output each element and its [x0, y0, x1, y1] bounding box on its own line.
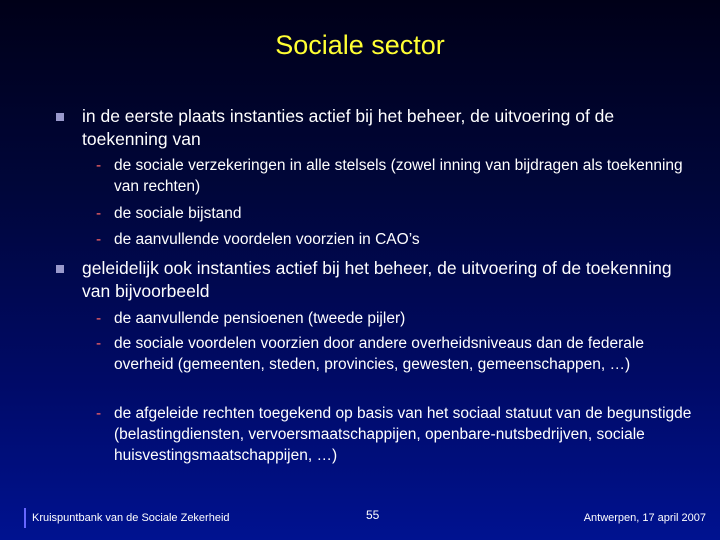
- sub-bullet-text: de aanvullende voordelen voorzien in CAO’s: [114, 231, 420, 248]
- page-number: 55: [366, 508, 380, 522]
- sub-bullet-item: [96, 203, 694, 224]
- sub-bullet-text: de sociale bijstand: [114, 205, 242, 222]
- bullet-text: geleidelijk ook instanties actief bij het beheer, de uitvoering of de toekenning van bijvoorbeeld: [82, 258, 672, 301]
- sub-bullet-item: [96, 155, 694, 197]
- footer-organization: Kruispuntbank van de Sociale Zekerheid: [32, 512, 230, 524]
- sub-bullet-text: de afgeleide rechten toegekend op basis van het sociaal statuut van de begunstigde (belastingdiensten, vervoersmaatschappijen, openbare-nutsbedrijven, sociale huisvestingsmaatschappijen, …): [114, 405, 692, 464]
- sub-bullet-item: [96, 333, 694, 375]
- dash-icon: -: [96, 157, 102, 174]
- sub-bullet-item: [96, 229, 694, 250]
- sub-bullet-text: de aanvullende pensioenen (tweede pijler): [114, 310, 406, 327]
- footer-date: Antwerpen, 17 april 2007: [583, 512, 706, 524]
- slide-title: Sociale sector: [275, 30, 445, 60]
- bullet-item: [82, 257, 702, 303]
- square-bullet-icon: [56, 113, 64, 121]
- dash-icon: -: [96, 231, 102, 248]
- square-bullet-icon: [56, 265, 64, 273]
- sub-bullet-text: de sociale voordelen voorzien door andere overheidsniveaus dan de federale overheid (gemeenten, steden, provincies, gewesten, gemeenschappen, …): [114, 335, 644, 373]
- dash-icon: -: [96, 335, 102, 352]
- bullet-text: in de eerste plaats instanties actief bij het beheer, de uitvoering of de toekenning van: [82, 106, 615, 149]
- sub-bullet-text: de sociale verzekeringen in alle stelsels (zowel inning van bijdragen als toekenning van rechten): [114, 157, 683, 195]
- footer-accent-bar: [24, 508, 26, 528]
- bullet-item: [82, 105, 702, 151]
- sub-bullet-item: [96, 403, 694, 466]
- dash-icon: -: [96, 310, 102, 327]
- sub-bullet-item: [96, 308, 694, 329]
- dash-icon: -: [96, 205, 102, 222]
- dash-icon: -: [96, 405, 102, 422]
